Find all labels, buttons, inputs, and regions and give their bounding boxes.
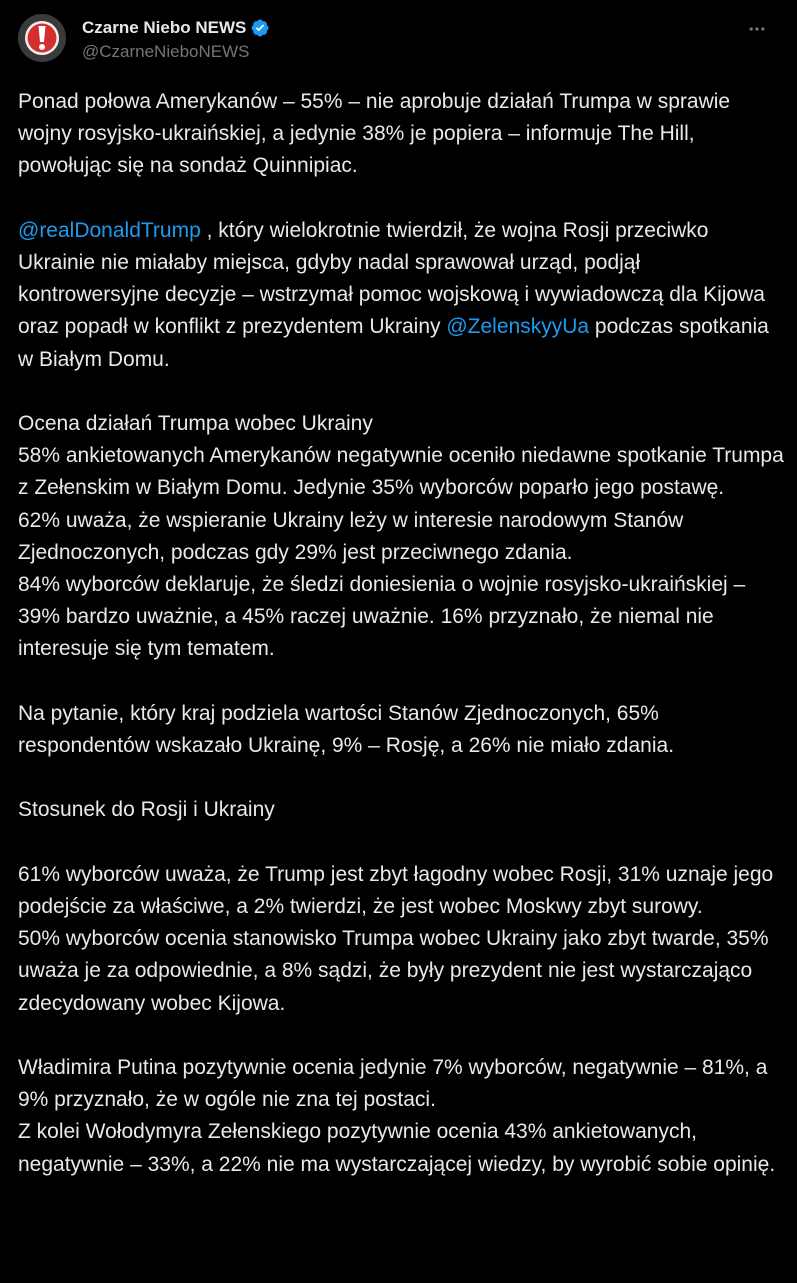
- section-heading: Ocena działań Trumpa wobec Ukrainy: [18, 412, 373, 435]
- display-name[interactable]: Czarne Niebo NEWS: [82, 18, 247, 37]
- paragraph-line: 58% ankietowanych Amerykanów negatywnie oceniło niedawne spotkanie Trumpa z Zełenskim w Białym Domu. Jedynie 35% wyborców poparło jego postawę.: [18, 444, 784, 500]
- paragraph-intro: Ponad połowa Amerykanów – 55% – nie aprobuje działań Trumpa w sprawie wojny rosyjsko-ukraińskiej, a jedynie 38% je popiera – informuje The Hill, powołując się na sondaż Quinnipiac.: [18, 90, 731, 178]
- more-horizontal-icon: [747, 19, 767, 39]
- user-handle[interactable]: @CzarneNieboNEWS: [82, 42, 250, 61]
- paragraph-line: Z kolei Wołodymyra Zełenskiego pozytywnie ocenia 43% ankietowanych, negatywnie – 33%, a 22% nie ma wystarczającej wiedzy, by wyrobić sobie opinię.: [18, 1120, 776, 1176]
- paragraph-text: podczas spotkania w Białym Domu.: [18, 315, 769, 371]
- verified-badge-icon[interactable]: [250, 18, 270, 38]
- avatar[interactable]: [18, 14, 66, 62]
- section-heading: Stosunek do Rosji i Ukrainy: [18, 798, 275, 822]
- paragraph-line: 62% uważa, że wspieranie Ukrainy leży w interesie narodowym Stanów Zjednoczonych, podczas gdy 29% jest przeciwnego zdania.: [18, 508, 684, 564]
- exclamation-warning-icon: [18, 14, 66, 62]
- author-names: [82, 17, 270, 62]
- tweet-header: [18, 14, 780, 66]
- more-options-button[interactable]: [740, 18, 774, 40]
- paragraph-line: Władimira Putina pozytywnie ocenia jedynie 7% wyborców, negatywnie – 81%, a 9% przyznało, że w ogóle nie zna tej postaci.: [18, 1056, 768, 1112]
- paragraph-line: 61% wyborców uważa, że Trump jest zbyt łagodny wobec Rosji, 31% uznaje jego podejście za właściwe, a 2% twierdzi, że jest wobec Moskwy zbyt surowy.: [18, 862, 774, 918]
- paragraph-line: 50% wyborców ocenia stanowisko Trumpa wobec Ukrainy jako zbyt twarde, 35% uważa je za odpowiednie, a 8% sądzi, że były prezydent nie jest wystarczająco zdecydowany wobec Kijowa.: [18, 927, 769, 1015]
- tweet-text: [18, 86, 784, 1181]
- paragraph-line: 84% wyborców deklaruje, że śledzi doniesienia o wojnie rosyjsko-ukraińskiej – 39% bardzo uważnie, a 45% raczej uważnie. 16% przyznało, że niemal nie interesuje się tym tematem.: [18, 573, 746, 661]
- mention-zelenskyyua[interactable]: @ZelenskyyUa: [446, 315, 590, 339]
- paragraph-mentions: [18, 215, 784, 376]
- paragraph-text: , który wielokrotnie twierdził, że wojna Rosji przeciwko Ukrainie nie miałaby miejsca, gdyby nadal sprawował urząd, podjął kontrowersyjne decyzje – wstrzymał pomoc wojskową i wywiadowczą dla Kijowa oraz popadł w konflikt z prezydentem Ukrainy: [18, 218, 765, 339]
- paragraph-values: Na pytanie, który kraj podziela wartości Stanów Zjednoczonych, 65% respondentów wskazało Ukrainę, 9% – Rosję, a 26% nie miało zdania.: [18, 701, 675, 758]
- mention-realdonaldtrump[interactable]: @realDonaldTrump: [18, 218, 201, 242]
